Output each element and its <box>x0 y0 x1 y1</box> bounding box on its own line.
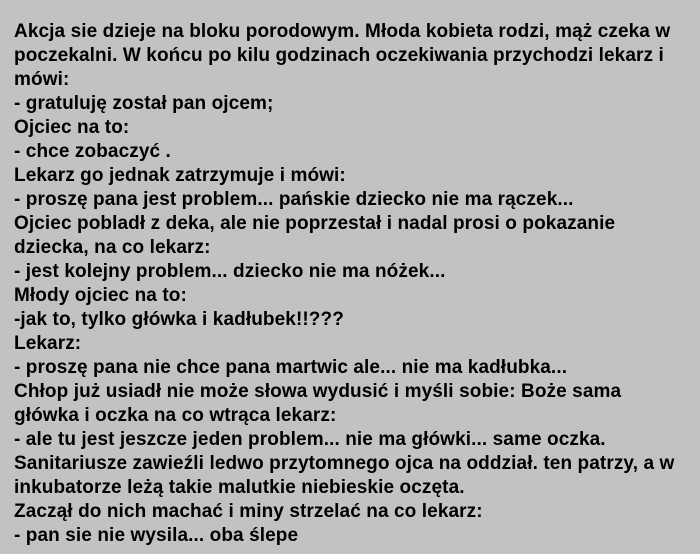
joke-line: Sanitariusze zawieźli ledwo przytomnego ojca na oddział. ten patrzy, a w <box>14 453 675 474</box>
joke-line: Akcja sie dzieje na bloku porodowym. Młoda kobieta rodzi, mąż czeka w <box>14 21 671 42</box>
joke-line: -jak to, tylko główka i kadłubek!!??? <box>14 309 344 330</box>
joke-line: główka i oczka na co wtrąca lekarz: <box>14 405 337 426</box>
joke-line: - jest kolejny problem... dziecko nie ma nóżek... <box>14 261 446 282</box>
joke-line: - proszę pana nie chce pana martwic ale... nie ma kadłubka... <box>14 357 568 378</box>
joke-line: inkubatorze leżą takie malutkie niebieskie oczęta. <box>14 477 465 498</box>
joke-line: Ojciec pobladł z deka, ale nie poprzestał i nadal prosi o pokazanie <box>14 213 616 234</box>
joke-line: Młody ojciec na to: <box>14 285 187 306</box>
joke-line: - ale tu jest jeszcze jeden problem... nie ma główki... same oczka. <box>14 429 606 450</box>
joke-line: - proszę pana jest problem... pańskie dziecko nie ma rączek... <box>14 189 574 210</box>
joke-line: mówi: <box>14 69 70 90</box>
joke-line: poczekalni. W końcu po kilu godzinach oczekiwania przychodzi lekarz i <box>14 45 664 66</box>
joke-line: Lekarz go jednak zatrzymuje i mówi: <box>14 165 346 186</box>
joke-line: Zaczął do nich machać i miny strzelać na co lekarz: <box>14 501 483 522</box>
joke-line: - pan sie nie wysila... oba ślepe <box>14 525 299 546</box>
joke-line: Lekarz: <box>14 333 82 354</box>
joke-line: Ojciec na to: <box>14 117 130 138</box>
joke-line: Chłop już usiadł nie może słowa wydusić i myśli sobie: Boże sama <box>14 381 622 402</box>
joke-line: - gratuluję został pan ojcem; <box>14 93 274 114</box>
joke-line: - chce zobaczyć . <box>14 141 171 162</box>
joke-line: dziecka, na co lekarz: <box>14 237 211 258</box>
